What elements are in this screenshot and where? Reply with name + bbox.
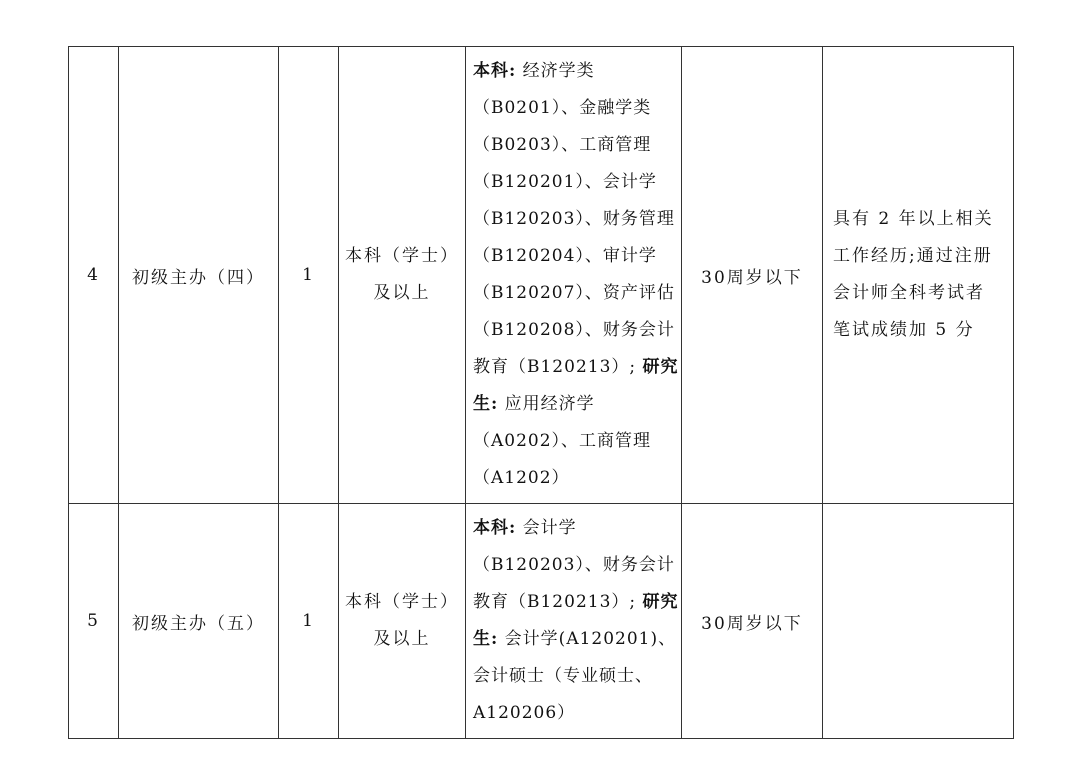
note-line: 工作经历;通过注册 xyxy=(833,246,993,266)
row-index: 5 xyxy=(69,504,119,739)
major-label: 生: xyxy=(473,394,499,414)
major-cell xyxy=(466,47,682,504)
major-line: 会计硕士（专业硕士、 xyxy=(473,666,653,686)
major-line: （A0202）、工商管理 xyxy=(473,431,652,451)
major-label: 研究 xyxy=(642,357,679,377)
position-name: 初级主办（四） xyxy=(119,47,279,504)
education-line: 本科（学士） xyxy=(345,592,459,612)
position-name: 初级主办（五） xyxy=(119,504,279,739)
note-line: 会计师全科考试者 xyxy=(833,283,985,303)
major-text: 会计学 xyxy=(516,518,577,538)
major-text: 教育（B120213）; xyxy=(473,357,643,377)
major-line: （B120203）、财务管理 xyxy=(473,209,675,229)
job-table xyxy=(68,46,1014,739)
education-line: 及以上 xyxy=(373,283,431,303)
row-index: 4 xyxy=(69,47,119,504)
major-line: （B120207）、资产评估 xyxy=(473,283,675,303)
major-line: （B120208）、财务会计 xyxy=(473,320,675,340)
major-line: （B0201）、金融学类 xyxy=(473,98,652,118)
major-line: （A1202） xyxy=(473,468,570,488)
major-text: 会计学(A120201)、 xyxy=(498,629,677,649)
education-line: 本科（学士） xyxy=(345,246,459,266)
education-cell xyxy=(339,47,466,504)
major-text: 应用经济学 xyxy=(498,394,595,414)
major-label: 本科: xyxy=(473,518,517,538)
note-line: 笔试成绩加 5 分 xyxy=(833,320,975,340)
major-line: A120206） xyxy=(473,703,576,723)
education-cell xyxy=(339,504,466,739)
major-line: （B120203）、财务会计 xyxy=(473,555,675,575)
major-text: 教育（B120213）; xyxy=(473,592,643,612)
major-text: 经济学类 xyxy=(516,61,595,81)
age-limit: 30周岁以下 xyxy=(682,504,823,739)
hire-count: 1 xyxy=(279,504,339,739)
hire-count: 1 xyxy=(279,47,339,504)
note-cell xyxy=(823,504,1014,739)
age-limit: 30周岁以下 xyxy=(682,47,823,504)
major-line: （B0203）、工商管理 xyxy=(473,135,652,155)
education-line: 及以上 xyxy=(373,629,431,649)
note-cell xyxy=(823,47,1014,504)
table-row xyxy=(69,504,1014,739)
major-line: （B120201）、会计学 xyxy=(473,172,657,192)
major-label: 生: xyxy=(473,629,499,649)
major-label: 研究 xyxy=(642,592,679,612)
major-label: 本科: xyxy=(473,61,517,81)
major-cell xyxy=(466,504,682,739)
major-line: （B120204）、审计学 xyxy=(473,246,657,266)
table-row xyxy=(69,47,1014,504)
note-line: 具有 2 年以上相关 xyxy=(833,209,994,229)
